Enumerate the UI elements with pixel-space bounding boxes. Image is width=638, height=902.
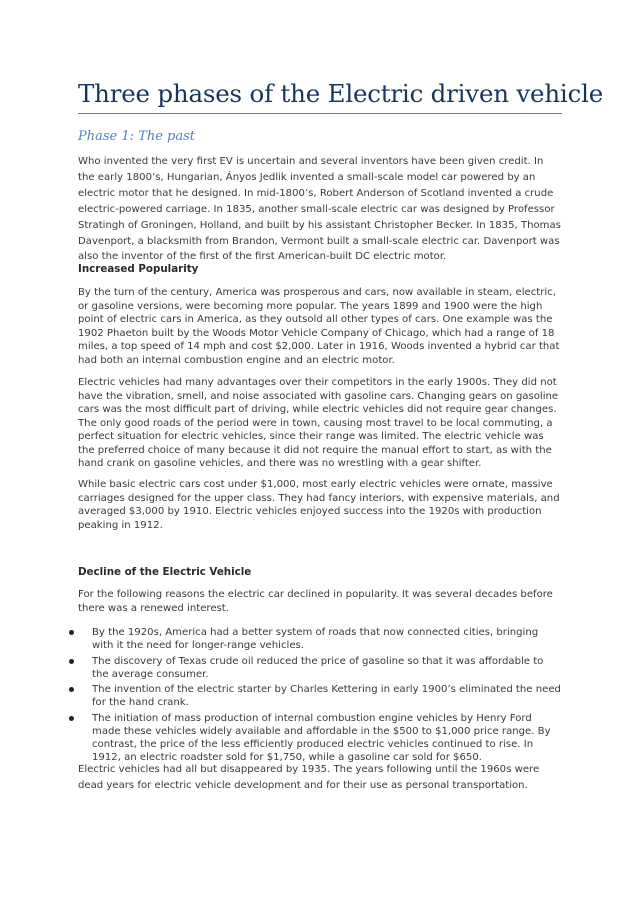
bullet-icon: [69, 687, 74, 692]
list-item-text: By the 1920s, America had a better system of roads that now connected cities, bringing with it the need for longer-range vehicles.: [92, 627, 539, 652]
decline-intro-paragraph: For the following reasons the electric car declined in popularity. It was several decades before there was a renewed interest.: [78, 589, 553, 614]
list-item: [78, 655, 562, 681]
popularity-paragraph-2: Electric vehicles had many advantages over their competitors in the early 1900s. They did not have the vibration, smell, and noise associated with gasoline cars. Changing gears on gasoline cars was the most difficult part of driving, while electric vehicles did not require gear changes. The only good roads of the period were in town, causing most travel to be local commuting, a perfect situation for electric vehicles, since their range was limited. The electric vehicle was the preferred choice of many because it did not require the manual effort to start, as with the hand crank on gasoline vehicles, and there was no wrestling with a gear shifter.: [78, 377, 559, 469]
title-underline: [78, 113, 562, 114]
list-item: [78, 683, 562, 709]
popularity-paragraph-3: While basic electric cars cost under $1,000, most early electric vehicles were ornate, massive carriages designed for the upper class. They had fancy interiors, with expensive materials, and averaged $3,000 by 1910. Electric vehicles enjoyed success into the 1920s with production peaking in 1912.: [78, 479, 560, 531]
list-item-text: The invention of the electric starter by Charles Kettering in early 1900’s eliminated the need for the hand crank.: [92, 684, 561, 709]
decline-reasons-list: [78, 626, 562, 767]
section-heading-popularity: Increased Popularity: [78, 263, 199, 275]
bullet-icon: [69, 630, 74, 635]
popularity-paragraph-1: By the turn of the century, America was prosperous and cars, now available in steam, electric, or gasoline versions, were becoming more popular. The years 1899 and 1900 were the high point of electric cars in America, as they outsold all other types of cars. One example was the 1902 Phaeton built by the Woods Motor Vehicle Company of Chicago, which had a range of 18 miles, a top speed of 14 mph and cost $2,000. Later in 1916, Woods invented a hybrid car that had both an internal combustion engine and an electric motor.: [78, 287, 560, 366]
list-item: [78, 712, 562, 765]
list-item-text: The initiation of mass production of internal combustion engine vehicles by Henry Ford made these vehicles widely available and affordable in the $500 to $1,000 price range. By contrast, the price of the less efficiently produced electric vehicles continued to rise. In 1912, an electric roadster sold for $1,750, while a gasoline car sold for $650.: [92, 712, 551, 764]
document-title: Three phases of the Electric driven vehicle: [78, 79, 604, 108]
bullet-icon: [69, 716, 74, 721]
phase-subtitle: Phase 1: The past: [78, 129, 195, 144]
closing-paragraph: Electric vehicles had all but disappeared by 1935. The years following until the 1960s were dead years for electric vehicle development and for their use as personal transportation.: [78, 764, 540, 791]
intro-paragraph: Who invented the very first EV is uncertain and several inventors have been given credit. In the early 1800’s, Hungarian, Ányos Jedlik invented a small-scale model car powered by an electric motor that he designed. In mid-1800’s, Robert Anderson of Scotland invented a crude electric-powered carriage. In 1835, another small-scale electric car was designed by Professor Stratingh of Groningen, Holland, and built by his assistant Christopher Becker. In 1835, Thomas Davenport, a blacksmith from Brandon, Vermont built a small-scale electric car. Davenport was also the inventor of the first of the first American-built DC electric motor.: [78, 156, 561, 263]
section-heading-decline: Decline of the Electric Vehicle: [78, 566, 252, 578]
list-item: [78, 626, 562, 652]
list-item-text: The discovery of Texas crude oil reduced the price of gasoline so that it was affordable to the average consumer.: [92, 655, 544, 680]
bullet-icon: [69, 659, 74, 664]
